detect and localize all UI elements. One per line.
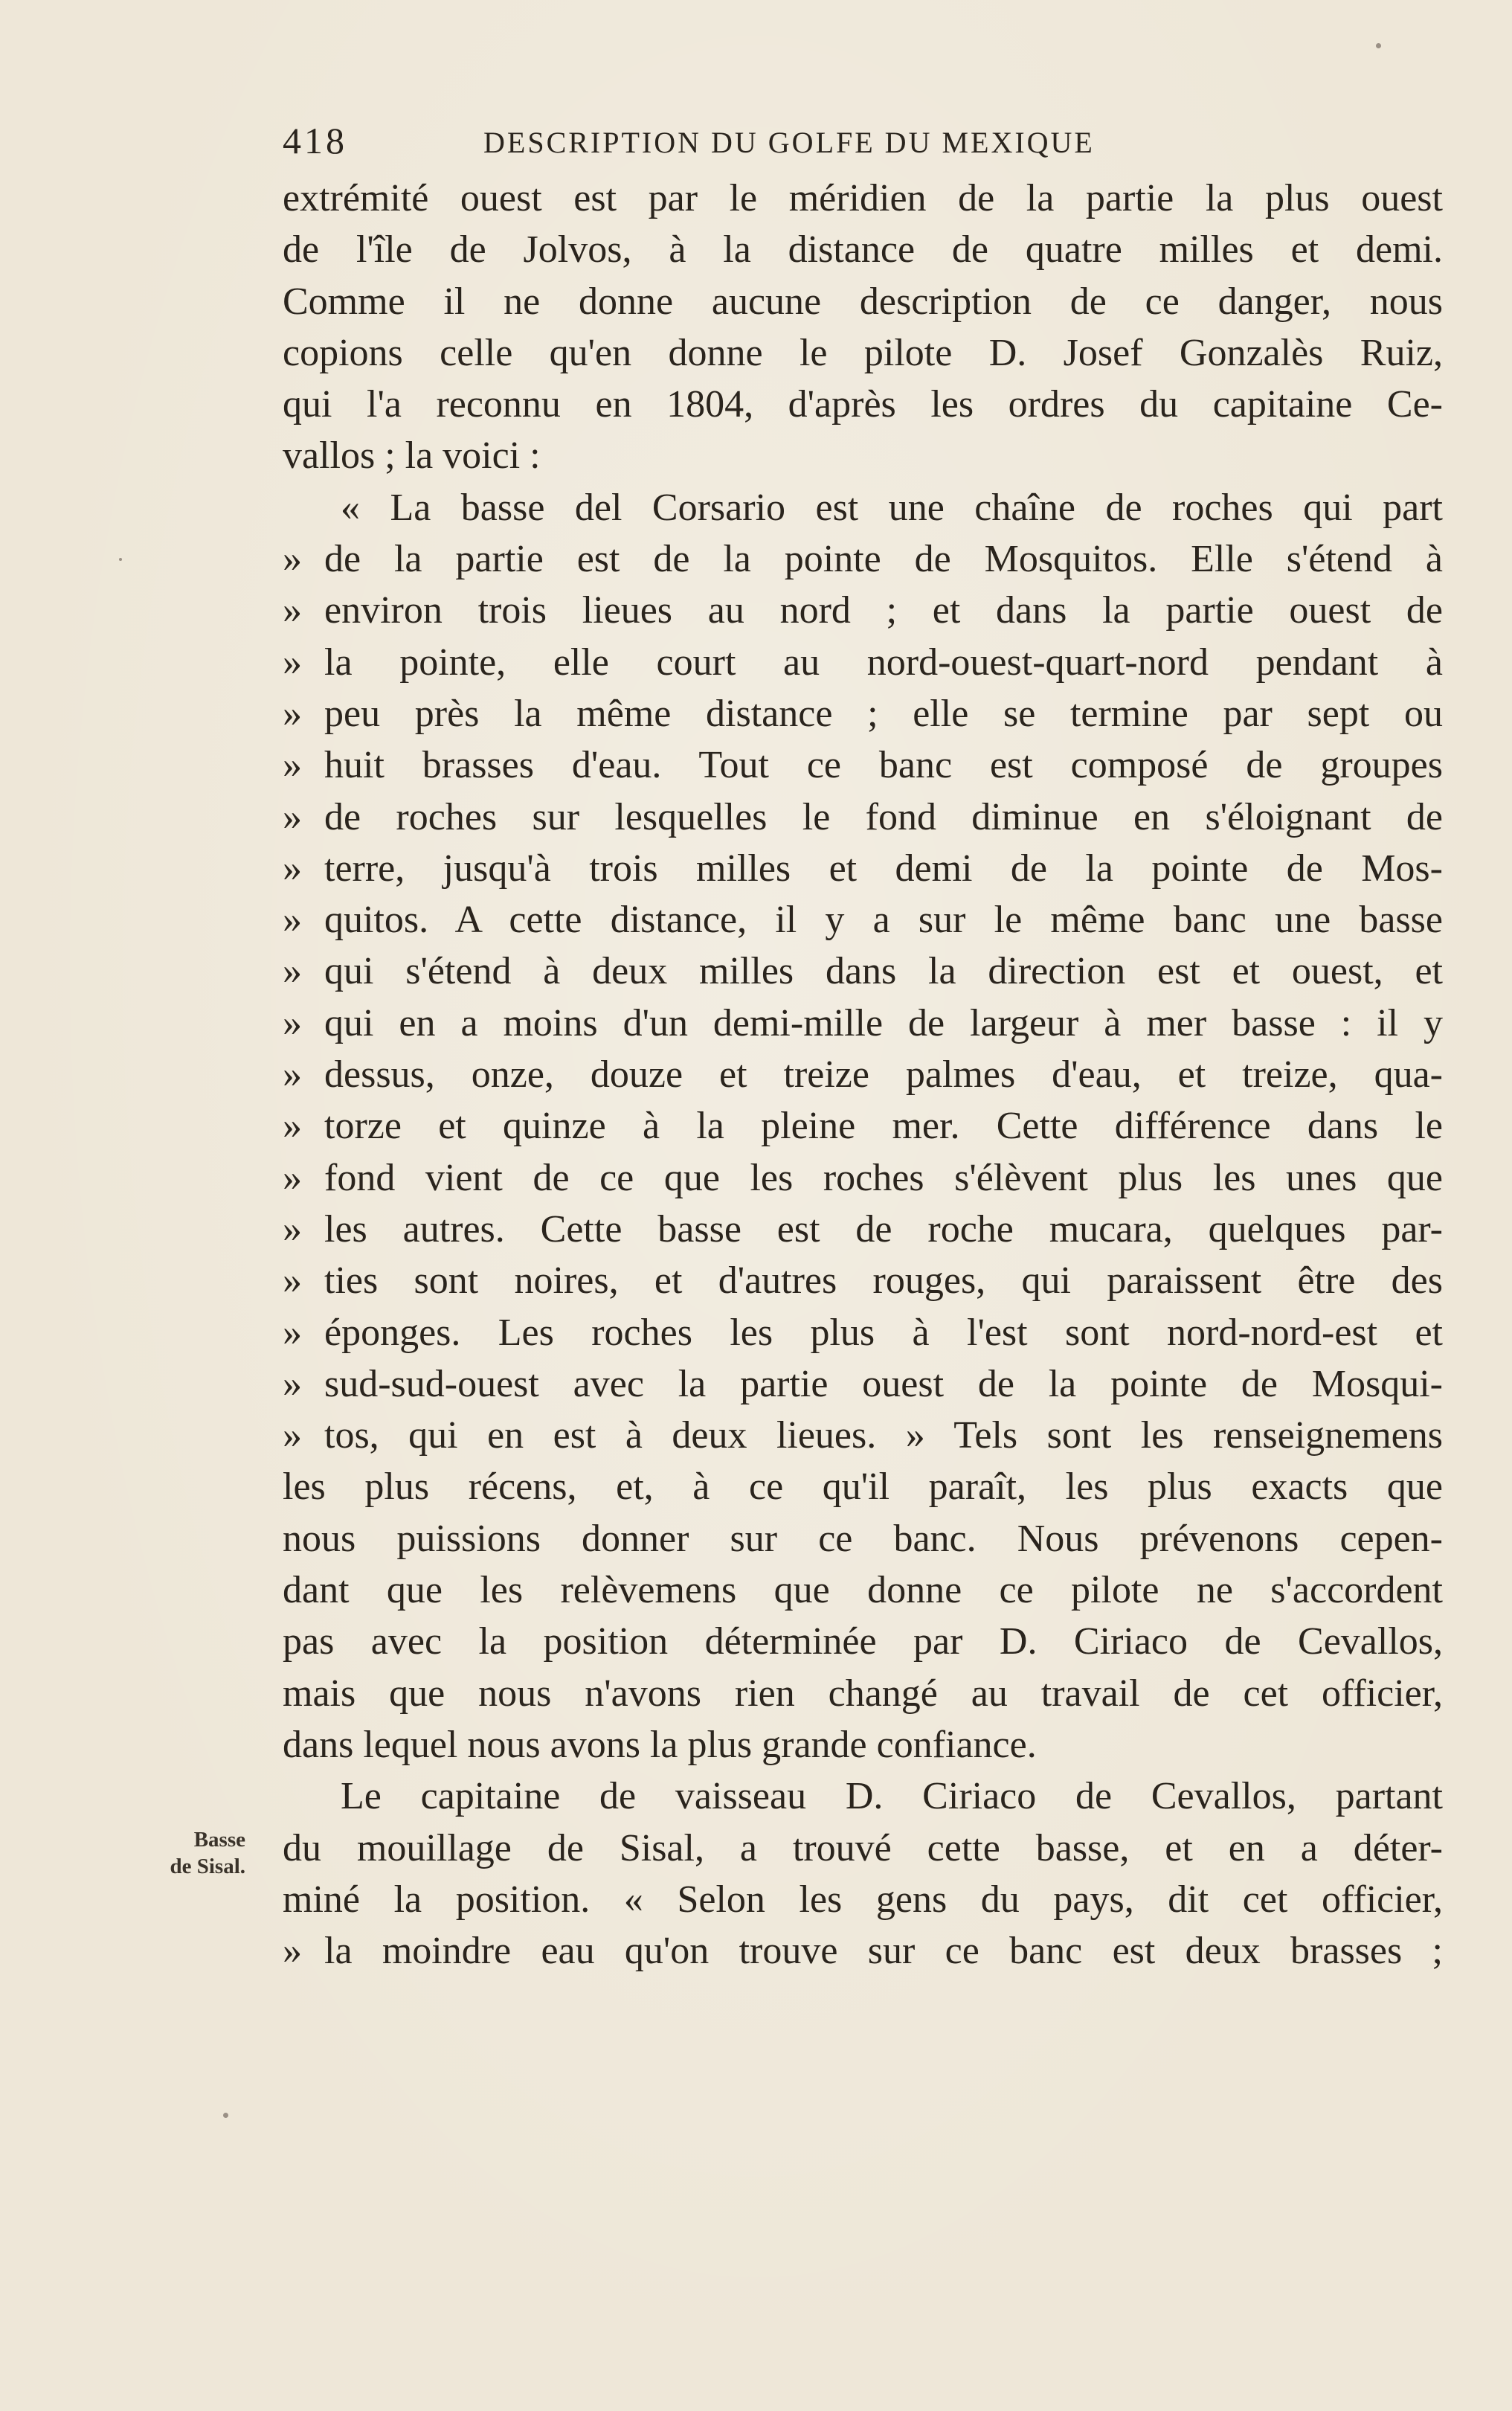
text-line (283, 482, 1443, 533)
text-line (283, 1823, 1443, 1874)
line-text: les plus récens, et, à ce qu'il paraît, les plus exacts que (283, 1465, 1443, 1509)
line-text: qui s'étend à deux milles dans la direction est et ouest, et (324, 950, 1443, 993)
text-line (283, 224, 1443, 275)
margin-note (126, 1826, 245, 1880)
line-text: mais que nous n'avons rien changé au travail de cet officier, (283, 1672, 1443, 1715)
quoted-line (283, 894, 1443, 946)
quoted-line (283, 688, 1443, 739)
line-text: vallos ; la voici : (283, 434, 541, 478)
line-text: du mouillage de Sisal, a trouvé cette basse, et en a déter- (283, 1826, 1443, 1869)
line-text: fond vient de ce que les roches s'élèvent plus les unes que (324, 1156, 1443, 1199)
margin-note-line-1: Basse (193, 1828, 245, 1852)
text-line (283, 379, 1443, 430)
quote-mark: » (283, 692, 302, 735)
page-number: 418 (283, 120, 347, 161)
quoted-line (283, 843, 1443, 894)
text-line (283, 1564, 1443, 1616)
line-text: miné la position. « Selon les gens du pays, dit cet officier, (283, 1878, 1443, 1921)
line-text: torze et quinze à la pleine mer. Cette différence dans le (324, 1105, 1443, 1148)
text-line (283, 430, 1443, 481)
quote-mark: » (283, 899, 302, 942)
quote-mark: » (283, 847, 302, 890)
line-text: environ trois lieues au nord ; et dans la partie ouest de (324, 589, 1443, 632)
text-line (283, 173, 1443, 224)
line-text: la moindre eau qu'on trouve sur ce banc est deux brasses ; (324, 1930, 1443, 1973)
quoted-line (283, 946, 1443, 997)
quote-mark: » (283, 1414, 302, 1457)
quoted-line (283, 1100, 1443, 1152)
quoted-line (283, 792, 1443, 843)
running-header (283, 119, 1443, 164)
line-text: nous puissions donner sur ce banc. Nous prévenons cepen- (283, 1517, 1443, 1560)
quote-mark: » (283, 1001, 302, 1044)
quote-mark: » (283, 641, 302, 684)
quoted-line (283, 1152, 1443, 1204)
quoted-line (283, 585, 1443, 636)
text-line (283, 1461, 1443, 1512)
text-line (283, 276, 1443, 327)
text-line (283, 1668, 1443, 1719)
quote-mark: » (283, 1105, 302, 1148)
line-text: huit brasses d'eau. Tout ce banc est composé de groupes (324, 744, 1443, 787)
quote-mark: » (283, 538, 302, 581)
quote-mark: » (283, 950, 302, 993)
line-text: les autres. Cette basse est de roche mucara, quelques par- (324, 1207, 1443, 1251)
line-text: copions celle qu'en donne le pilote D. Josef Gonzalès Ruiz, (283, 331, 1443, 374)
text-line (283, 1719, 1443, 1770)
quoted-line (283, 739, 1443, 791)
running-title: DESCRIPTION DU GOLFE DU MEXIQUE (483, 126, 1095, 159)
quoted-line (283, 998, 1443, 1049)
line-text: terre, jusqu'à trois milles et demi de la pointe de Mos- (324, 847, 1443, 890)
quote-mark: » (283, 1930, 302, 1973)
quote-mark: » (283, 1362, 302, 1405)
quote-mark: » (283, 1053, 302, 1097)
quoted-line (283, 1410, 1443, 1461)
quote-mark: » (283, 795, 302, 838)
line-text: « La basse del Corsario est une chaîne de roches qui part (341, 486, 1443, 529)
body-text (283, 173, 1443, 1977)
quote-mark: » (283, 589, 302, 632)
quoted-line (283, 637, 1443, 688)
margin-note-line-2: de Sisal. (170, 1855, 245, 1878)
line-text: dessus, onze, douze et treize palmes d'eau, et treize, qua- (324, 1053, 1443, 1097)
text-line (283, 327, 1443, 379)
quoted-line (283, 1204, 1443, 1255)
line-text: pas avec la position déterminée par D. Ciriaco de Cevallos, (283, 1620, 1443, 1663)
quote-mark: » (283, 1207, 302, 1251)
quote-mark: » (283, 1156, 302, 1199)
line-text: dans lequel nous avons la plus grande confiance. (283, 1723, 1037, 1766)
quoted-line (283, 1925, 1443, 1977)
line-text: éponges. Les roches les plus à l'est sont nord-nord-est et (324, 1311, 1443, 1354)
quoted-line (283, 1307, 1443, 1358)
line-text: Comme il ne donne aucune description de ce danger, nous (283, 280, 1443, 323)
quoted-line (283, 1358, 1443, 1410)
line-text: peu près la même distance ; elle se termine par sept ou (324, 692, 1443, 735)
line-text: sud-sud-ouest avec la partie ouest de la pointe de Mosqui- (324, 1362, 1443, 1405)
quoted-line (283, 1255, 1443, 1306)
line-text: dant que les relèvemens que donne ce pilote ne s'accordent (283, 1569, 1443, 1612)
text-line (283, 1616, 1443, 1667)
paper-speck (1376, 43, 1381, 48)
line-text: la pointe, elle court au nord-ouest-quart-nord pendant à (324, 641, 1443, 684)
line-text: extrémité ouest est par le méridien de la partie la plus ouest (283, 177, 1443, 219)
line-text: qui l'a reconnu en 1804, d'après les ordres du capitaine Ce- (283, 383, 1443, 426)
line-text: de l'île de Jolvos, à la distance de quatre milles et demi. (283, 228, 1443, 272)
line-text: Le capitaine de vaisseau D. Ciriaco de Cevallos, partant (341, 1775, 1443, 1818)
paper-speck (223, 2113, 228, 2118)
paper-speck (119, 558, 122, 561)
line-text: tos, qui en est à deux lieues. » Tels sont les renseignemens (324, 1414, 1443, 1457)
line-text: quitos. A cette distance, il y a sur le même banc une basse (324, 899, 1443, 942)
text-line (283, 1874, 1443, 1925)
quoted-line (283, 533, 1443, 585)
line-text: qui en a moins d'un demi-mille de largeur à mer basse : il y (324, 1001, 1443, 1044)
line-text: de roches sur lesquelles le fond diminue en s'éloignant de (324, 795, 1443, 838)
quote-mark: » (283, 744, 302, 787)
line-text: de la partie est de la pointe de Mosquitos. Elle s'étend à (324, 538, 1443, 581)
line-text: ties sont noires, et d'autres rouges, qui paraissent être des (324, 1259, 1443, 1303)
quoted-line (283, 1049, 1443, 1100)
quote-mark: » (283, 1259, 302, 1303)
text-line (283, 1513, 1443, 1564)
quote-mark: » (283, 1311, 302, 1354)
text-line (283, 1770, 1443, 1822)
